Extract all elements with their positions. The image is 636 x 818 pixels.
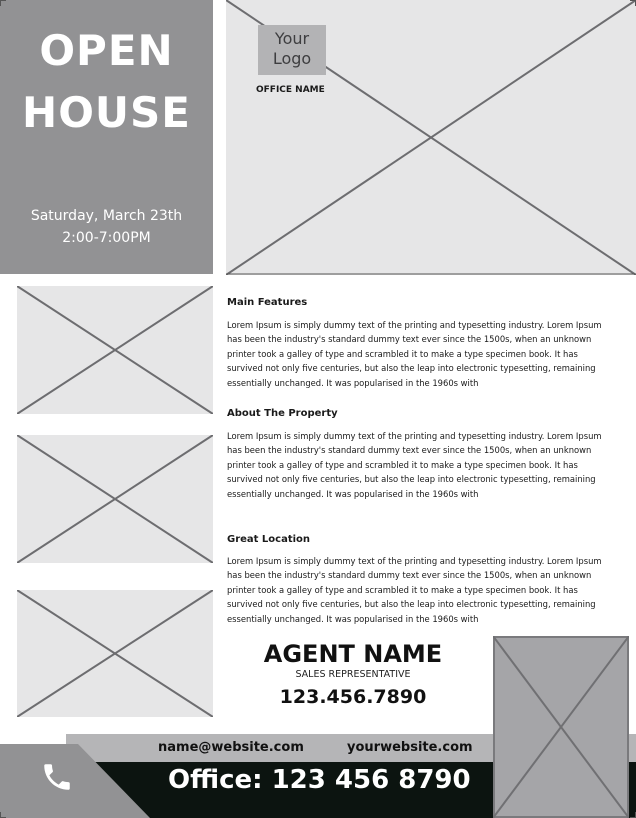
section-heading-great-location: Great Location <box>227 534 311 545</box>
logo-text-line2: Logo <box>272 49 312 68</box>
agent-phone: 123.456.7890 <box>279 686 427 708</box>
hero-title-house: HOUSE <box>22 88 191 137</box>
section-body-main-features: Lorem Ipsum is simply dummy text of the printing and typesetting industry. Lorem Ipsum has been the industry's standard dummy text ever since the 1500s, when an unknown printer took a galley of type and scrambled it to make a type specimen book. It has survived not only five centuries, but also the leap into electronic typesetting, remaining essentially unchanged. It was popularised in the 1960s with <box>227 320 602 388</box>
crop-mark <box>630 0 636 6</box>
crop-mark <box>0 0 6 6</box>
event-time: 2:00-7:00PM <box>62 230 151 246</box>
agent-photo-placeholder <box>493 636 629 818</box>
contact-website: yourwebsite.com <box>347 740 473 755</box>
office-name: OFFICE NAME <box>256 85 325 95</box>
logo-text-line1: Your <box>274 29 310 48</box>
office-phone: Office: 123 456 8790 <box>168 765 471 795</box>
crop-mark <box>630 812 636 818</box>
crop-mark <box>0 812 6 818</box>
open-house-panel <box>0 0 213 274</box>
agent-role: SALES REPRESENTATIVE <box>295 669 411 680</box>
section-body-about-property: Lorem Ipsum is simply dummy text of the printing and typesetting industry. Lorem Ipsum has been the industry's standard dummy text ever since the 1500s, when an unknown printer took a galley of type and scrambled it to make a type specimen book. It has survived not only five centuries, but also the leap into electronic typesetting, remaining essentially unchanged. It was popularised in the 1960s with <box>227 431 602 499</box>
contact-email: name@website.com <box>158 740 304 755</box>
thumbnail-placeholder-3 <box>17 590 213 717</box>
section-heading-about-property: About The Property <box>227 408 338 419</box>
phone-icon <box>38 760 76 794</box>
agent-name: AGENT NAME <box>263 640 443 668</box>
hero-title-open: OPEN <box>39 26 174 75</box>
section-heading-main-features: Main Features <box>227 297 308 308</box>
logo-placeholder <box>258 25 326 75</box>
thumbnail-placeholder-1 <box>17 286 213 414</box>
thumbnail-placeholder-2 <box>17 435 213 563</box>
section-body-great-location: Lorem Ipsum is simply dummy text of the printing and typesetting industry. Lorem Ipsum has been the industry's standard dummy text ever since the 1500s, when an unknown printer took a galley of type and scrambled it to make a type specimen book. It has survived not only five centuries, but also the leap into electronic typesetting, remaining essentially unchanged. It was popularised in the 1960s with <box>227 556 602 624</box>
event-date: Saturday, March 23th <box>30 208 183 224</box>
